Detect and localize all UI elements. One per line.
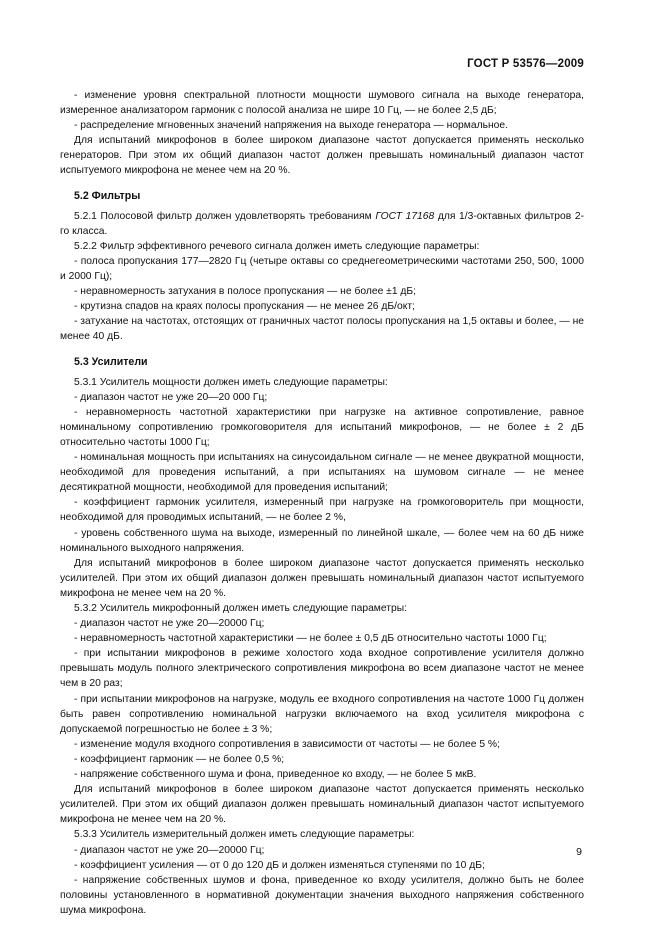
paragraph: - диапазон частот не уже 20—20000 Гц; xyxy=(74,844,265,856)
paragraph: - уровень собственного шума на выходе, измеренный по линейной шкале, — более чем на 60 дБ ниже номинального выходного напряжения. xyxy=(60,527,584,554)
paragraph: - при испытании микрофонов в режиме холостого хода входное сопротивление усилителя должно превышать модуль полного электрического сопротивления микрофона во всем диапазоне частот не менее чем в 20 раз; xyxy=(60,648,584,690)
paragraph: - изменение модуля входного сопротивления в зависимости от частоты — не более 5 %; xyxy=(74,738,500,750)
paragraph: 5.3.1 Усилитель мощности должен иметь следующие параметры: xyxy=(74,376,388,388)
document-body xyxy=(60,88,584,918)
paragraph: 5.3.2 Усилитель микрофонный должен иметь следующие параметры: xyxy=(74,603,407,614)
paragraph: - диапазон частот не уже 20—20 000 Гц; xyxy=(74,391,268,403)
paragraph: - диапазон частот не уже 20—20000 Гц; xyxy=(74,618,265,630)
paragraph: - неравномерность частотной характеристики — не более ± 0,5 дБ относительно частоты 1000 Гц; xyxy=(74,633,547,645)
text-span: для 1/3-октавных фильтров 2-го класса. xyxy=(60,210,585,237)
paragraph: - коэффициент усиления — от 0 до 120 дБ и должен изменяться ступенями по 10 дБ; xyxy=(74,859,485,871)
section-heading-5-2: 5.2 Фильтры xyxy=(74,189,141,202)
paragraph: - коэффициент гармоник — не более 0,5 %; xyxy=(74,753,285,765)
paragraph: 5.3.3 Усилитель измерительный должен иметь следующие параметры: xyxy=(74,829,415,841)
paragraph: - неравномерность затухания в полосе пропускания — не более ±1 дБ; xyxy=(74,286,417,298)
paragraph: Для испытаний микрофонов в более широком диапазоне частот допускается применять несколько усилителей. При этом их общий диапазон должен превышать номинальный диапазон частот испытуемого микрофона не менее чем на 20 %. xyxy=(60,557,584,599)
paragraph: - распределение мгновенных значений напряжения на выходе генератора — нормальное. xyxy=(74,120,508,132)
paragraph: - напряжение собственного шума и фона, приведенное ко входу, — не более 5 мкВ. xyxy=(74,769,477,781)
paragraph: - крутизна спадов на краях полосы пропускания — не менее 26 дБ/окт; xyxy=(74,301,415,313)
paragraph-5-2-1 xyxy=(60,209,584,239)
paragraph: - изменение уровня спектральной плотности мощности шумового сигнала на выходе генератора, измеренное анализатором гармоник с полосой анализа не шире 10 Гц, — не более 2,5 дБ; xyxy=(60,90,584,117)
paragraph: 5.2.2 Фильтр эффективного речевого сигнала должен иметь следующие параметры: xyxy=(74,240,480,252)
paragraph: - полоса пропускания 177—2820 Гц (четыре октавы со среднегеометрическими частотами 250, 500, 1000 и 2000 Гц); xyxy=(60,255,584,283)
document-header: ГОСТ Р 53576—2009 xyxy=(467,58,584,70)
paragraph: Для испытаний микрофонов в более широком диапазоне частот допускается применять несколько генераторов. При этом их общий диапазон частот должен превышать номинальный диапазон частот испытуемого микрофона не менее чем на 20 %. xyxy=(60,135,584,177)
paragraph: - затухание на частотах, отстоящих от граничных частот полосы пропускания на 1,5 октавы и более, — не менее 40 дБ. xyxy=(60,316,584,343)
page-number: 9 xyxy=(576,846,582,858)
paragraph: - напряжение собственных шумов и фона, приведенное ко входу усилителя, должно быть не более половины установленного в нормативной документации значения выходного напряжения собственного шума микрофона. xyxy=(60,874,584,916)
paragraph: - неравномерность частотной характеристики при нагрузке на активное сопротивление, равное номинальному сопротивлению громкоговорителя для испытаний микрофонов, — не более ± 2 дБ относительно частоты 1000 Гц; xyxy=(60,406,584,448)
paragraph: - номинальная мощность при испытаниях на синусоидальном сигнале — не менее двукратной мощности, необходимой для проведения испытаний, а при испытаниях на шумовом сигнале — не менее десятикратной мощности, необходимой для проведения испытаний; xyxy=(60,452,584,494)
section-heading-5-3: 5.3 Усилители xyxy=(74,355,148,368)
text-span: 5.2.1 Полосовой фильтр должен удовлетворять требованиям xyxy=(74,210,376,222)
paragraph: - коэффициент гармоник усилителя, измеренный при нагрузке на громкоговоритель при мощности, необходимой для проводимых испытаний, — не более 2 %, xyxy=(60,497,584,524)
paragraph: Для испытаний микрофонов в более широком диапазоне частот допускается применять несколько усилителей. При этом их общий диапазон должен превышать номинальный диапазон частот испытуемого микрофона не менее чем на 20 %. xyxy=(60,784,584,826)
standard-reference: ГОСТ 17168 xyxy=(375,210,435,222)
paragraph: - при испытании микрофонов на нагрузке, модуль ее входного сопротивления на частоте 1000 Гц должен быть равен сопротивлению номинальной нагрузки включаемого на вход усилителя микрофона с допускаемой погрешностью не более ± 3 %; xyxy=(60,693,584,735)
